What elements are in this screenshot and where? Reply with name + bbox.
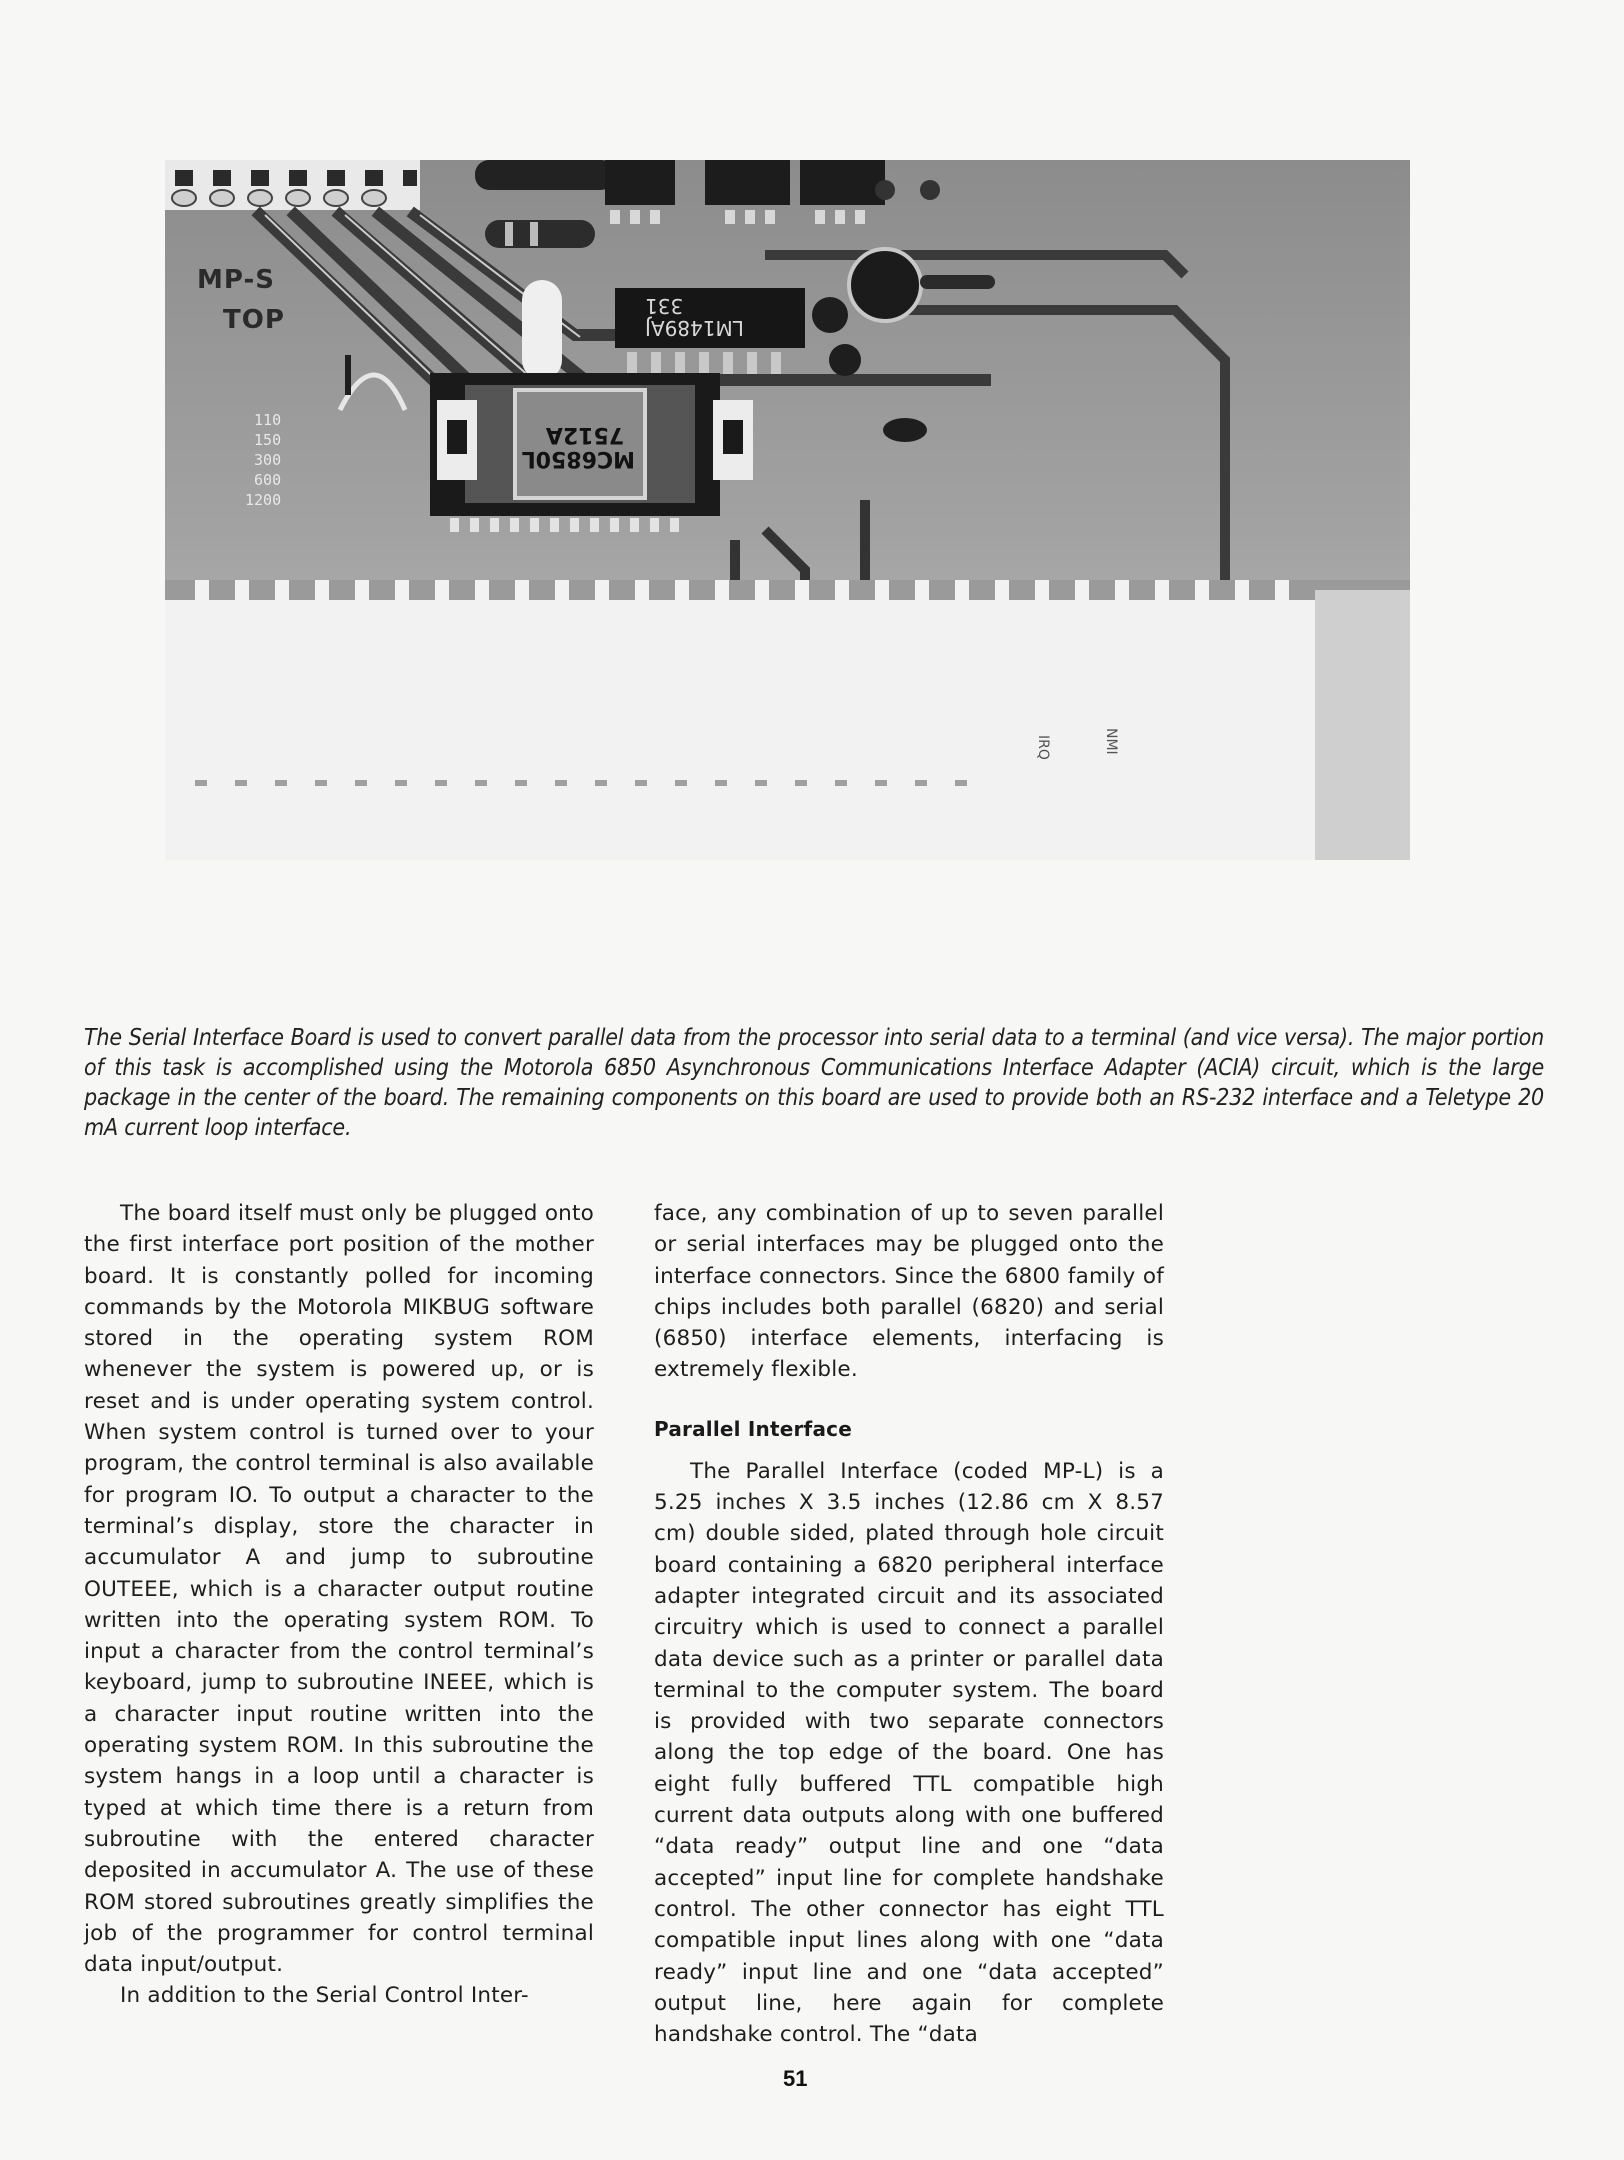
circuit-board-photo <box>165 160 1410 945</box>
right-column <box>654 1198 1164 2050</box>
line-driver-part: LM1489AJ <box>645 316 744 340</box>
line-driver-date: 331 <box>645 294 684 318</box>
body-paragraph: The Parallel Interface (coded MP-L) is a 5.25 inches X 3.5 inches (12.86 cm X 8.57 cm) double sided, plated through hole circuit board containing a 6820 peripheral interface adapter integrated circuit and its associated circuitry which is used to connect a parallel data device such as a printer or parallel data terminal to the computer system. The board is provided with two separate connectors along the top edge of the board. One has eight fully buffered TTL compatible high current data outputs along with one buffered “data ready” output line and one “data accepted” input line for complete handshake control. The other connector has eight TTL compatible input lines along with one “data ready” input line and one “data accepted” output line, here again for complete handshake control. The “data <box>654 1458 1164 2048</box>
board-name-label: MP-S <box>197 265 275 295</box>
baud-rate-labels <box>245 410 281 510</box>
body-paragraph: The board itself must only be plugged onto the first interface port position of the mother board. It is constantly polled for incoming commands by the Motorola MIKBUG software stored in the operating system ROM whenever the system is powered up, or is reset and is under operating system control. When system control is turned over to your program, the control terminal is also available for program IO. To output a character to the terminal’s display, store the character in accumulator A and jump to subroutine OUTEEE, which is a character output routine written into the operating system ROM. To input a character from the control terminal’s keyboard, jump to subroutine INEEE, which is a character input routine written into the operating system ROM. In this subroutine the system hangs in a loop until a character is typed at which time there is a return from subroutine with the entered character deposited in accumulator A. The use of these ROM stored subroutines greatly simplifies the job of the programmer for control terminal data input/output. <box>84 1201 594 1978</box>
left-column <box>84 1198 594 2012</box>
baud-110: 110 <box>254 411 282 429</box>
figure-caption: The Serial Interface Board is used to convert parallel data from the processor into serial data to a terminal (and vice versa). The major portion of this task is accomplished using the Motorola 6850 Asynchronous Communications Interface Adapter (ACIA) circuit, which is the large package in the center of the board. The remaining components on this board are used to provide both an RS-232 interface and a Teletype 20 mA current loop interface. <box>84 1025 1544 1141</box>
baud-1200: 1200 <box>245 491 282 509</box>
circuit-board-illustration <box>165 160 1410 945</box>
acia-chip-label <box>521 422 635 471</box>
board-side-label: TOP <box>223 305 285 335</box>
body-paragraph: In addition to the Serial Control Inter- <box>120 1983 529 2009</box>
baud-150: 150 <box>254 431 282 449</box>
acia-chip-date: 7512A <box>545 422 625 447</box>
continued-paragraph: face, any combination of up to seven parallel or serial interfaces may be plugged onto the interface connectors. Since the 6800 family of chips includes both parallel (6820) and serial (6850) interface elements, interfacing is extremely flexible. <box>654 1201 1164 1383</box>
line-driver-chip-label <box>645 295 775 339</box>
irq-label: IRQ <box>1035 735 1051 760</box>
acia-chip-part: MC6850L <box>521 446 635 471</box>
nmi-label: NMI <box>1103 728 1119 755</box>
section-heading-parallel-interface: Parallel Interface <box>654 1416 852 1441</box>
page-number: 51 <box>783 2066 808 2091</box>
baud-600: 600 <box>254 471 282 489</box>
baud-300: 300 <box>254 451 282 469</box>
